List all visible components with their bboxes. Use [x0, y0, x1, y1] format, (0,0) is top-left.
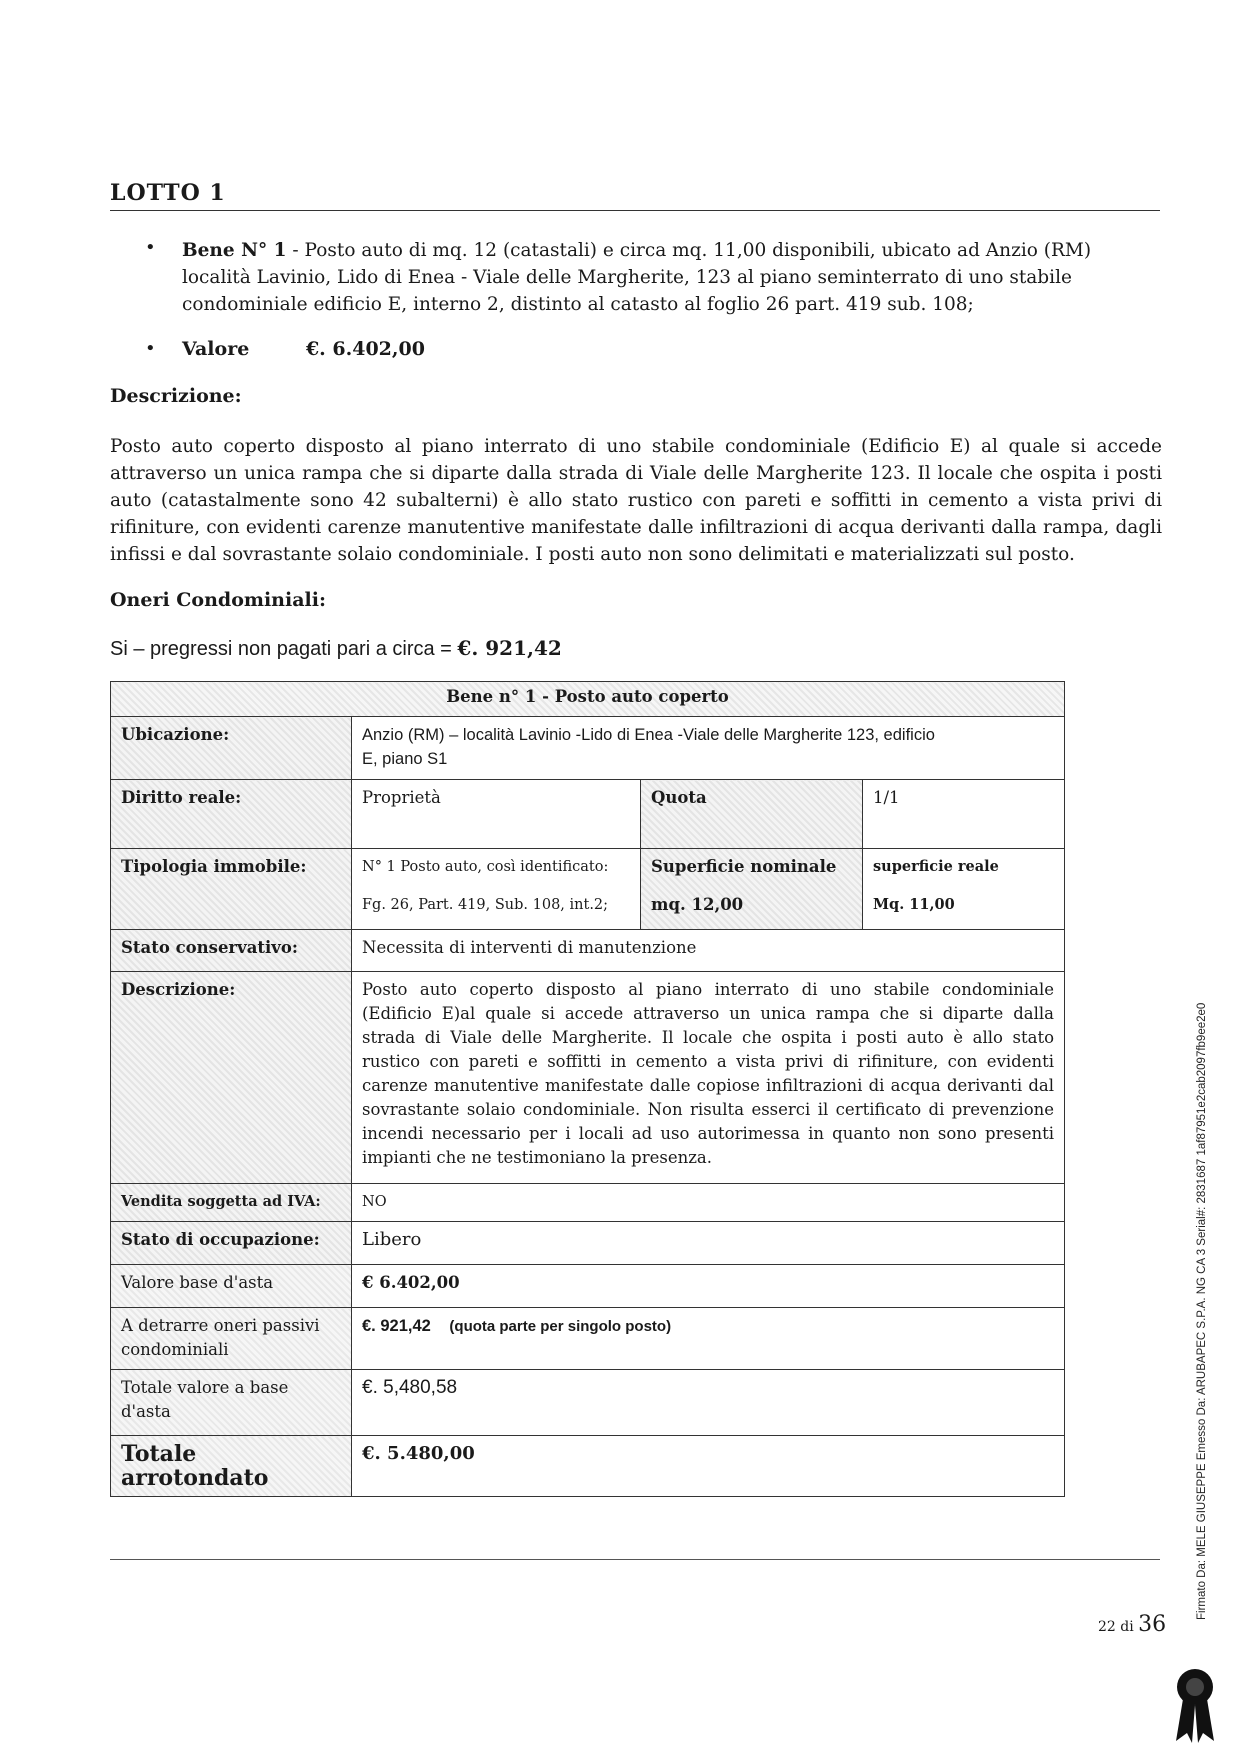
- ubicazione-line-2: E, piano S1: [362, 750, 448, 768]
- sup-reale: [863, 849, 1065, 930]
- stato-conservativo-value: Necessita di interventi di manutenzione: [352, 930, 1065, 972]
- oneri-amount: €. 921,42: [457, 636, 562, 660]
- detrarre-note: (quota parte per singolo posto): [449, 1318, 672, 1335]
- occupazione-value: Libero: [352, 1222, 1065, 1265]
- ubicazione-label: Ubicazione:: [111, 717, 352, 780]
- sup-reale-label: superficie reale: [873, 858, 999, 875]
- bene-table: [110, 681, 1065, 1497]
- valore-amount: €. 6.402,00: [305, 338, 425, 360]
- totale-valore-label: Totale valore a base d'asta: [111, 1370, 352, 1436]
- table-header: Bene n° 1 - Posto auto coperto: [111, 682, 1065, 717]
- sup-nominale-value: mq. 12,00: [651, 895, 744, 914]
- tabella-descrizione-value: Posto auto coperto disposto al piano interrato di uno stabile condominiale (Edificio E)al quale si accede attraverso un unica rampa che si diparte dalla strada di Viale delle Margherite. Il locale che ospita i posti auto è allo stato rustico con pareti e soffitti in cemento a vista privi di rifiniture, con evidenti carenze manutentive manifestate dalle copiose infiltrazioni di acqua derivanti dal sovrastante solaio condominiale. Non risulta esserci il certificato di prevenzione incendi necessario per i locali ad uso autorimessa in quanto non sono presenti impianti che ne testimoniano la presenza.: [352, 972, 1065, 1184]
- stato-conservativo-label: Stato conservativo:: [111, 930, 352, 972]
- detrarre-value: [352, 1308, 1065, 1370]
- tipologia-line-1: N° 1 Posto auto, così identificato:: [362, 859, 609, 875]
- diritto-label: Diritto reale:: [111, 780, 352, 849]
- quota-value: 1/1: [863, 780, 1065, 849]
- valore-base-value: € 6.402,00: [352, 1265, 1065, 1308]
- totale-arrotondato-value: €. 5.480,00: [352, 1436, 1065, 1497]
- seal-icon: [1170, 1665, 1220, 1749]
- tabella-descrizione-label: Descrizione:: [111, 972, 352, 1184]
- occupazione-label: Stato di occupazione:: [111, 1222, 352, 1265]
- descrizione-text: Posto auto coperto disposto al piano interrato di uno stabile condominiale (Edificio E) al quale si accede attraverso un unica rampa che si diparte dalla strada di Viale delle Margherite 123. Il locale che ospita i posti auto (catastalmente sono 42 subalterni) è allo stato rustico con pareti e soffitti in cemento a vista privi di rifiniture, con evidenti carenze manutentive manifestate dalle infiltrazioni di acqua derivanti dalla rampa, dagli infissi e dal sovrastante solaio condominiale. I posti auto non sono delimitati e materializzati sul posto.: [110, 436, 1162, 565]
- detrarre-amount: €. 921,42: [362, 1317, 431, 1335]
- tipologia-label: Tipologia immobile:: [111, 849, 352, 930]
- quota-label: Quota: [641, 780, 863, 849]
- lotto-title: LOTTO 1: [110, 180, 226, 206]
- iva-label: Vendita soggetta ad IVA:: [111, 1184, 352, 1222]
- ubicazione-value: [352, 717, 1065, 780]
- sup-nominale-label: Superficie nominale: [651, 857, 837, 876]
- bullet: •: [145, 237, 156, 258]
- title-rule: [110, 210, 1160, 211]
- digital-signature-text: Firmato Da: MELE GIUSEPPE Emesso Da: ARUBAPEC S.P.A. NG CA 3 Serial#: 2831687 1af87951e2cab2097fb9ee2e0: [1196, 1002, 1208, 1620]
- tipologia-value: [352, 849, 641, 930]
- descrizione-heading: Descrizione:: [110, 385, 242, 407]
- sup-reale-value: Mq. 11,00: [873, 896, 955, 913]
- oneri-text: Si – pregressi non pagati pari a circa =: [110, 638, 458, 660]
- ubicazione-line-1: Anzio (RM) – località Lavinio -Lido di Enea -Viale delle Margherite 123, edificio: [362, 726, 935, 744]
- sup-nominale: [641, 849, 863, 930]
- bene-line-1: - Posto auto di mq. 12 (catastali) e circa mq. 11,00 disponibili, ubicato ad Anzio (RM): [286, 240, 1092, 261]
- page-prefix: 22 di: [1098, 1619, 1134, 1635]
- valore-label: Valore: [182, 338, 250, 360]
- totale-arrotondato-label: Totale arrotondato: [111, 1436, 352, 1497]
- oneri-heading: Oneri Condominiali:: [110, 589, 326, 611]
- footer-rule: [110, 1559, 1160, 1560]
- bene-paragraph: [182, 237, 1162, 318]
- bene-line-3: condominiale edificio E, interno 2, distinto al catasto al foglio 26 part. 419 sub. 108;: [182, 294, 974, 315]
- bene-line-2: località Lavinio, Lido di Enea - Viale delle Margherite, 123 al piano seminterrato di uno stabile: [182, 267, 1072, 288]
- page-number: [1098, 1612, 1166, 1637]
- bullet: •: [145, 338, 156, 359]
- detrarre-label: A detrarre oneri passivi condominiali: [111, 1308, 352, 1370]
- tipologia-line-2: Fg. 26, Part. 419, Sub. 108, int.2;: [362, 897, 609, 913]
- iva-value: NO: [352, 1184, 1065, 1222]
- oneri-line: [110, 636, 562, 661]
- valore-row: [182, 338, 425, 360]
- diritto-value: Proprietà: [352, 780, 641, 849]
- valore-base-label: Valore base d'asta: [111, 1265, 352, 1308]
- bene-label: Bene N° 1: [182, 240, 287, 261]
- page-total: 36: [1138, 1612, 1167, 1637]
- totale-valore-value: €. 5,480,58: [352, 1370, 1065, 1436]
